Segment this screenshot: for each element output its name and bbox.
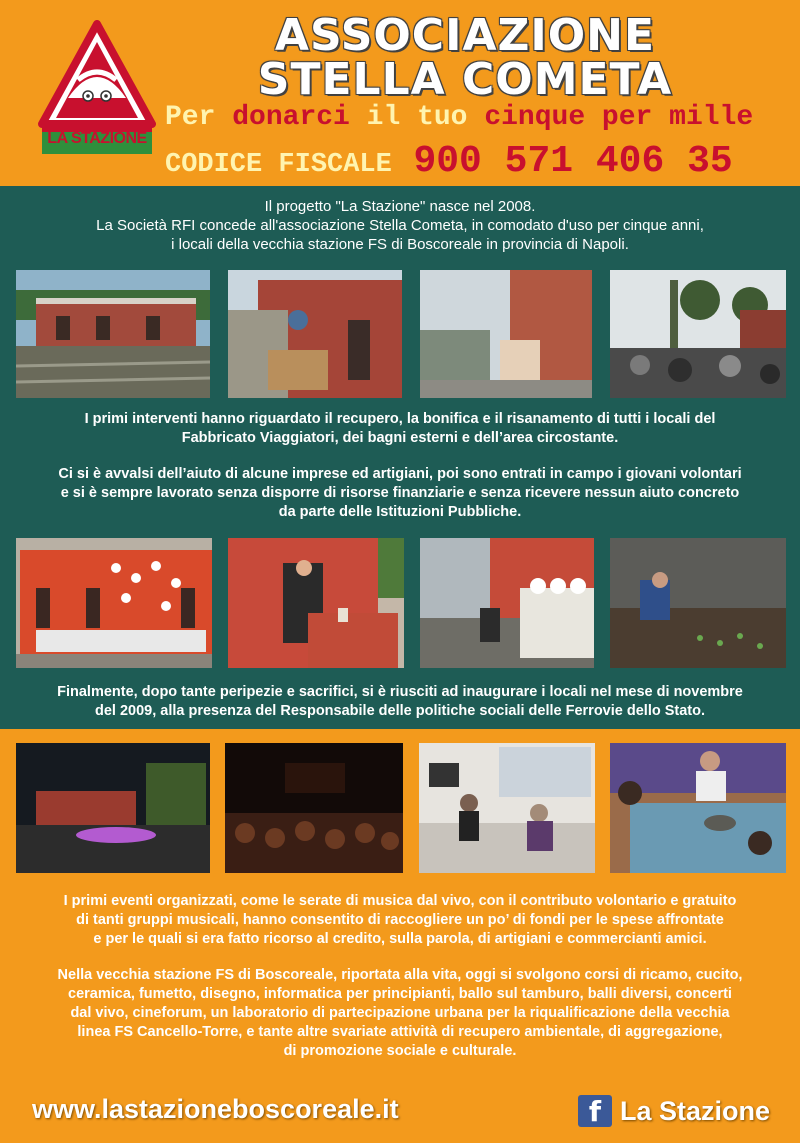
help-line-2: e si è sempre lavorato senza disporre di risorse finanziarie e senza ricevere nessun aiuto concreto (60, 485, 740, 501)
help-line-1: Ci si è avvalsi dell’aiuto di alcune imprese ed artigiani, poi sono entrati in campo i giovani volontari (58, 466, 742, 482)
photo-gardening (610, 538, 786, 668)
codice-fiscale-number: 900 571 406 35 (413, 140, 733, 183)
page-title (165, 10, 765, 105)
intro-line-2: La Società RFI concede all'associazione Stella Cometa, in comodato d'uso per cinque anni, (96, 217, 704, 234)
photo-ceramics-workshop (610, 743, 786, 873)
photo-computer-class (419, 743, 595, 873)
donate-donarci: donarci (232, 102, 350, 133)
photo-painted-facade (16, 538, 212, 668)
photo-waste-pile (610, 270, 786, 398)
events-line-3: e per le quali si era fatto ricorso al credito, sulla parola, di artigiani e commercianti amici. (93, 931, 707, 947)
courses-text (0, 966, 800, 1061)
works-line-1: I primi interventi hanno riguardato il recupero, la bonifica e il risanamento di tutti i locali del (84, 411, 716, 427)
photo-rubbish-container (420, 270, 592, 398)
donate-line (165, 102, 785, 133)
works-line-2: Fabbricato Viaggiatori, dei bagni esterni e dell’area circostante. (181, 430, 619, 446)
photo-row-1 (16, 270, 786, 398)
intro-text (0, 197, 800, 254)
photo-night-event (16, 743, 210, 873)
photo-row-2 (16, 538, 786, 668)
courses-line-4: linea FS Cancello-Torre, e tante altre svariate attività di recupero ambientale, di aggregazione, (77, 1024, 723, 1040)
courses-line-5: di promozione sociale e culturale. (283, 1043, 517, 1059)
header (0, 0, 800, 186)
photo-row-3 (16, 743, 786, 873)
donate-cinque-per-mille: cinque per mille (484, 102, 754, 133)
logo-label: LA STAZIONE (47, 130, 147, 147)
photo-graffiti-wall (228, 270, 402, 398)
facebook-link[interactable] (578, 1095, 770, 1127)
courses-line-2: ceramica, fumetto, disegno, informatica per principianti, ballo sul tamburo, balli diversi, concerti (68, 986, 732, 1002)
photo-painting-train (420, 538, 594, 668)
codice-fiscale (165, 140, 785, 183)
donate-per: Per (165, 102, 216, 133)
title-line-2: STELLA COMETA (257, 54, 673, 105)
codice-fiscale-label: CODICE FISCALE (165, 150, 392, 180)
website-link[interactable]: www.lastazioneboscoreale.it (32, 1094, 399, 1124)
events-line-1: I primi eventi organizzati, come le serate di musica dal vivo, con il contributo volontario e gratuito (63, 893, 737, 909)
courses-line-3: dal vivo, cineforum, un laboratorio di partecipazione urbana per la riqualificazione della vecchia (70, 1005, 730, 1021)
inauguration-line-2: del 2009, alla presenza del Responsabile delle politiche sociali delle Ferrovie dello Stato. (94, 703, 706, 719)
facebook-icon: f (578, 1095, 612, 1127)
photo-station-building (16, 270, 210, 398)
donate-il-tuo: il tuo (366, 102, 468, 133)
title-line-1: ASSOCIAZIONE (274, 10, 656, 61)
inauguration-line-1: Finalmente, dopo tante peripezie e sacrifici, si è riusciti ad inaugurare i locali nel mese di novembre (57, 684, 743, 700)
works-text (0, 410, 800, 448)
photo-concert-crowd (225, 743, 403, 873)
intro-line-3: i locali della vecchia stazione FS di Boscoreale in provincia di Napoli. (171, 236, 629, 253)
events-text (0, 892, 800, 949)
courses-line-1: Nella vecchia stazione FS di Boscoreale, riportata alla vita, oggi si svolgono corsi di ricamo, cucito, (57, 967, 743, 983)
facebook-label: La Stazione (620, 1095, 771, 1126)
help-text (0, 465, 800, 522)
photo-painting-wall (228, 538, 404, 668)
events-line-2: di tanti gruppi musicali, hanno consentito di raccogliere un po’ di fondi per le spese affrontate (76, 912, 724, 928)
inauguration-text (0, 683, 800, 721)
help-line-3: da parte delle Istituzioni Pubbliche. (278, 504, 522, 520)
intro-line-1: Il progetto "La Stazione" nasce nel 2008. (264, 198, 536, 215)
